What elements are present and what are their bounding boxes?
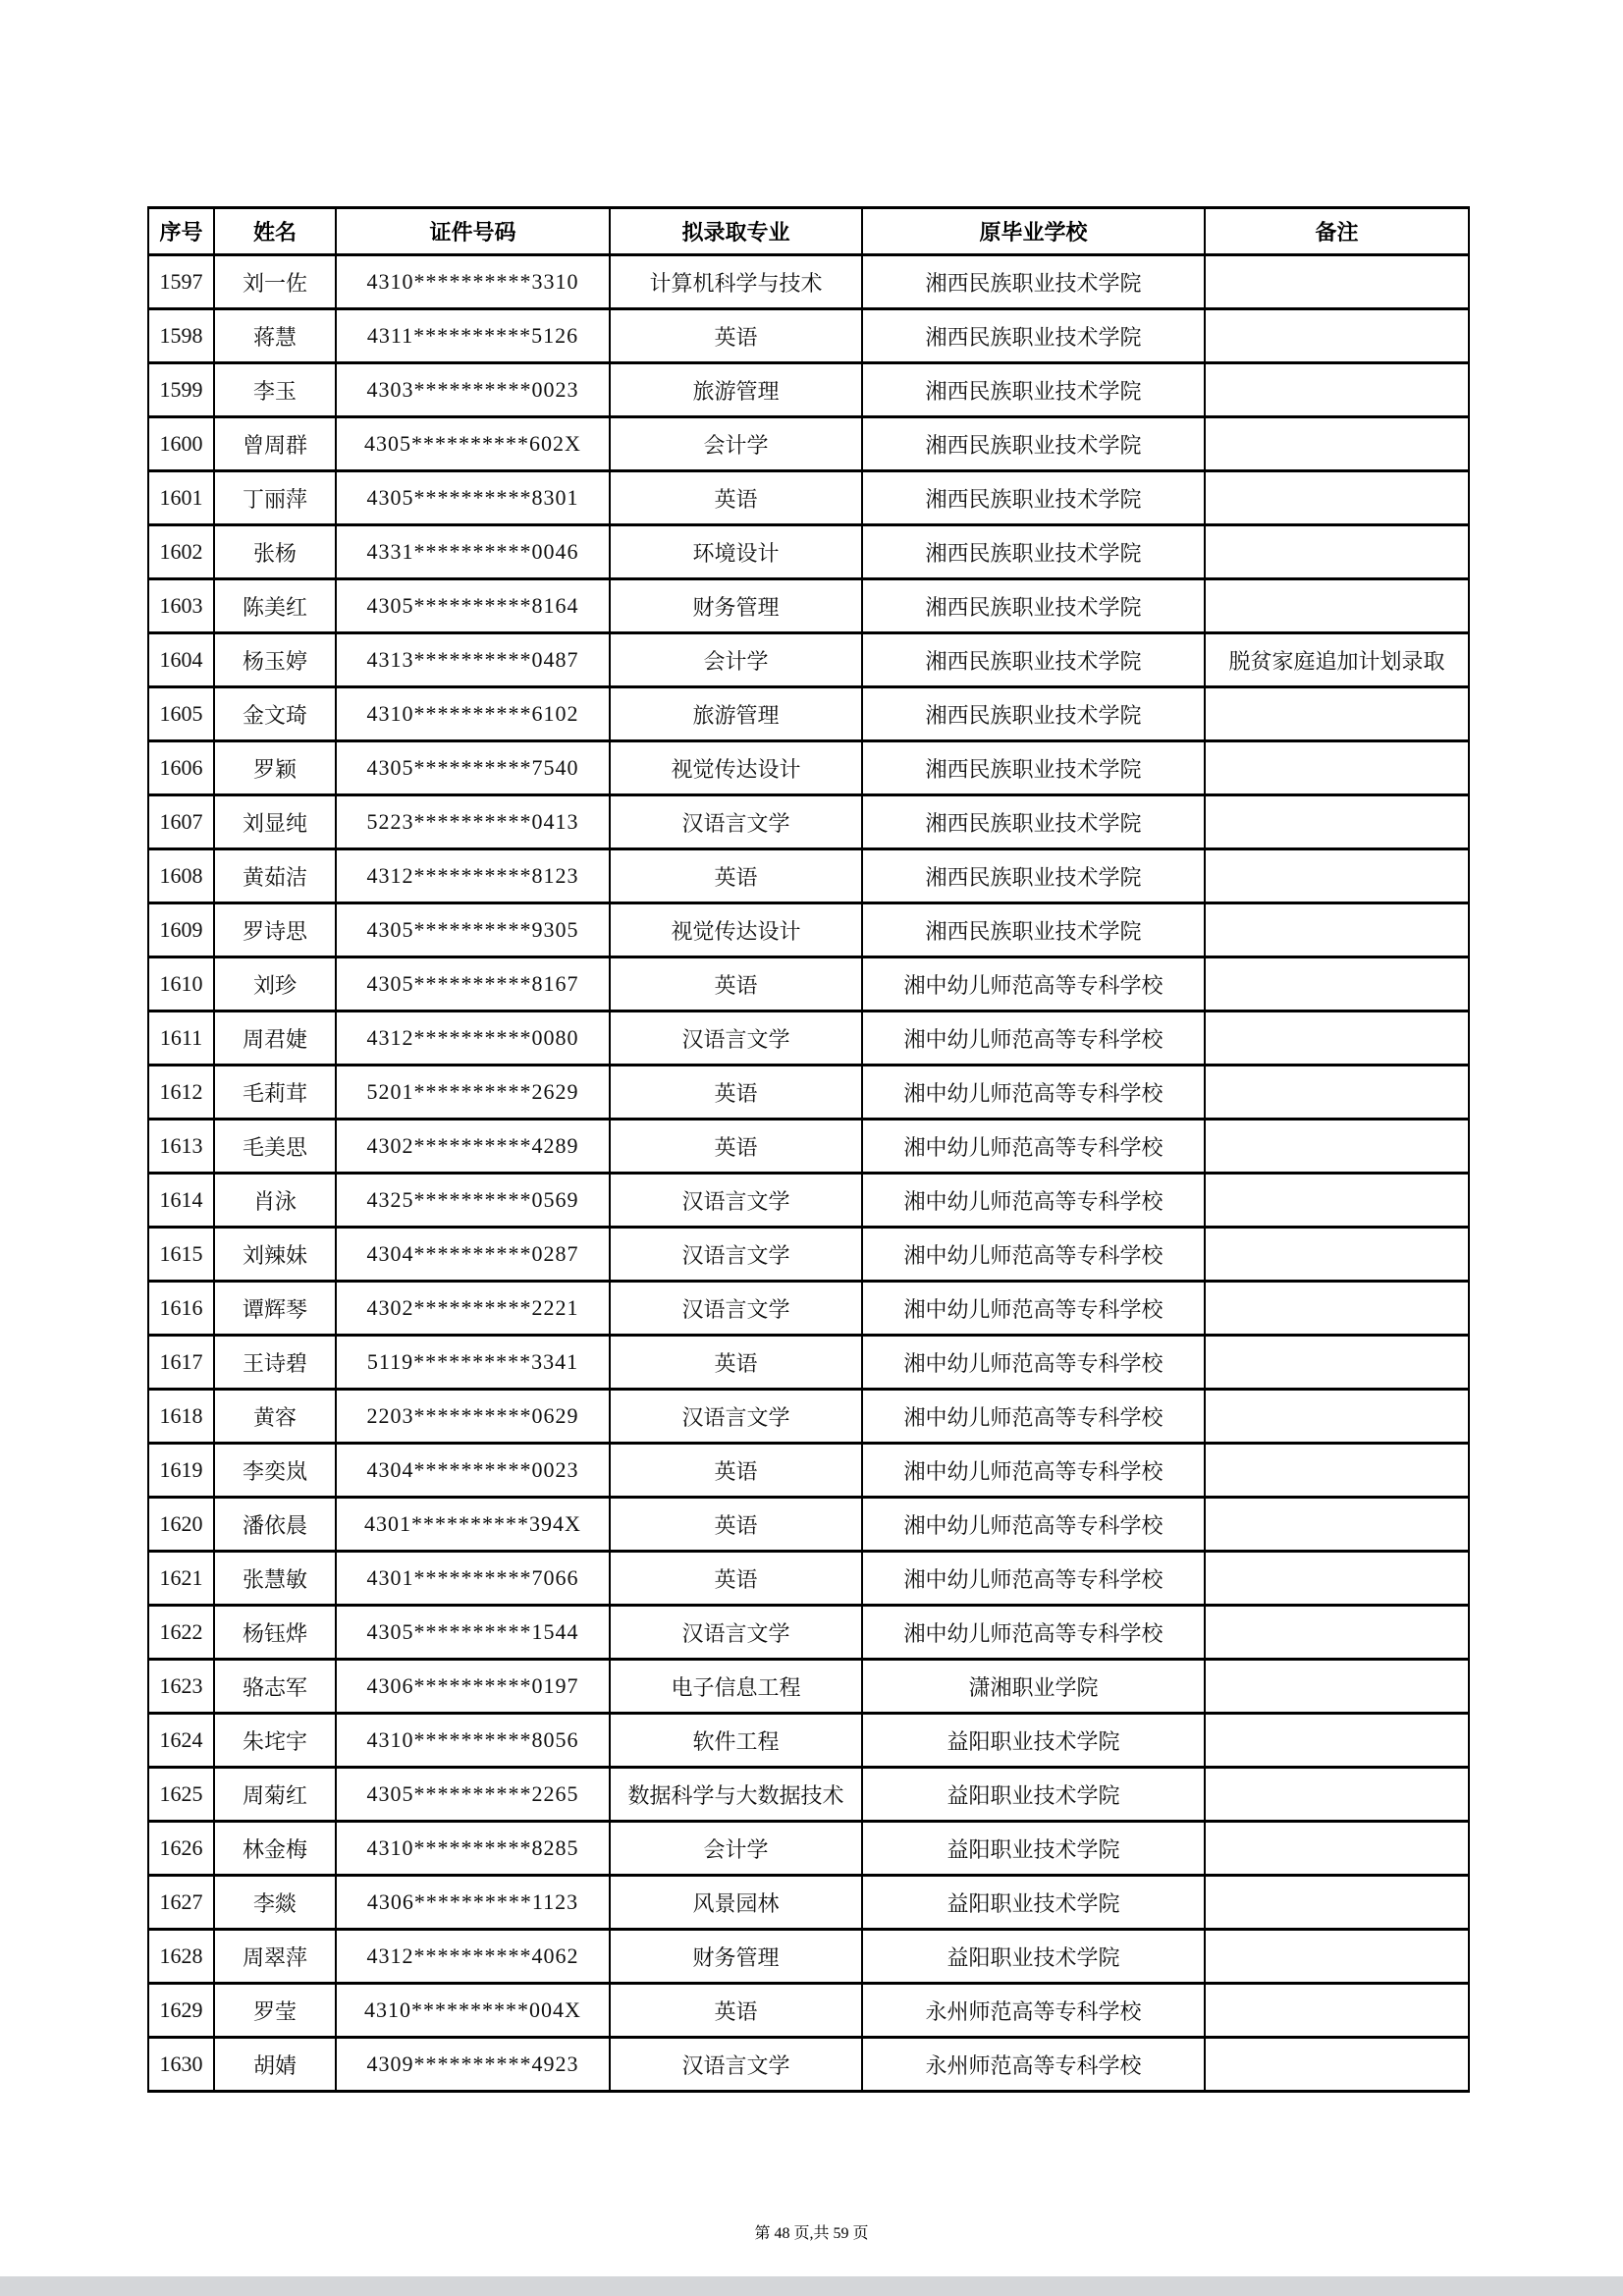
cell-remark	[1205, 1768, 1469, 1822]
table-row	[148, 1606, 1469, 1660]
cell-major: 会计学	[610, 1822, 862, 1876]
cell-major: 会计学	[610, 633, 862, 687]
cell-serial-number: 1605	[148, 687, 214, 741]
cell-id-number: 4310**********004X	[336, 1984, 610, 2038]
cell-serial-number: 1601	[148, 471, 214, 525]
cell-id-number: 4312**********0080	[336, 1011, 610, 1066]
cell-id-number: 4310**********8285	[336, 1822, 610, 1876]
cell-school: 湘西民族职业技术学院	[862, 417, 1205, 471]
cell-name: 陈美红	[214, 579, 336, 633]
cell-id-number: 4305**********8167	[336, 957, 610, 1011]
cell-major: 英语	[610, 1444, 862, 1498]
table-row	[148, 687, 1469, 741]
cell-remark	[1205, 417, 1469, 471]
cell-name: 曾周群	[214, 417, 336, 471]
column-header: 原毕业学校	[862, 208, 1205, 255]
cell-major: 英语	[610, 1066, 862, 1120]
cell-id-number: 4305**********8301	[336, 471, 610, 525]
table-row	[148, 1066, 1469, 1120]
table-row	[148, 633, 1469, 687]
cell-serial-number: 1620	[148, 1498, 214, 1552]
cell-major: 汉语言文学	[610, 795, 862, 849]
table-header-row	[148, 208, 1469, 255]
cell-major: 汉语言文学	[610, 1390, 862, 1444]
cell-name: 金文琦	[214, 687, 336, 741]
table-row	[148, 1444, 1469, 1498]
cell-remark	[1205, 363, 1469, 417]
cell-serial-number: 1617	[148, 1336, 214, 1390]
cell-school: 益阳职业技术学院	[862, 1930, 1205, 1984]
cell-id-number: 4303**********0023	[336, 363, 610, 417]
cell-major: 旅游管理	[610, 687, 862, 741]
cell-major: 风景园林	[610, 1876, 862, 1930]
cell-id-number: 5201**********2629	[336, 1066, 610, 1120]
cell-school: 湘中幼儿师范高等专科学校	[862, 1282, 1205, 1336]
cell-school: 湘中幼儿师范高等专科学校	[862, 1444, 1205, 1498]
cell-school: 湘西民族职业技术学院	[862, 579, 1205, 633]
cell-major: 英语	[610, 1336, 862, 1390]
cell-school: 湘西民族职业技术学院	[862, 363, 1205, 417]
cell-id-number: 4305**********7540	[336, 741, 610, 795]
cell-major: 英语	[610, 1552, 862, 1606]
cell-school: 湘中幼儿师范高等专科学校	[862, 1606, 1205, 1660]
table-row	[148, 2038, 1469, 2092]
cell-id-number: 4312**********4062	[336, 1930, 610, 1984]
table-row	[148, 903, 1469, 957]
cell-remark	[1205, 525, 1469, 579]
cell-remark	[1205, 1336, 1469, 1390]
cell-serial-number: 1615	[148, 1228, 214, 1282]
cell-remark	[1205, 687, 1469, 741]
admission-table	[147, 206, 1470, 2093]
cell-school: 湘西民族职业技术学院	[862, 633, 1205, 687]
cell-id-number: 4301**********394X	[336, 1498, 610, 1552]
table-row	[148, 795, 1469, 849]
cell-serial-number: 1609	[148, 903, 214, 957]
cell-id-number: 4305**********1544	[336, 1606, 610, 1660]
table-row	[148, 309, 1469, 363]
cell-remark	[1205, 1282, 1469, 1336]
column-header: 序号	[148, 208, 214, 255]
cell-remark	[1205, 1011, 1469, 1066]
cell-school: 湘中幼儿师范高等专科学校	[862, 1336, 1205, 1390]
table-row	[148, 417, 1469, 471]
table-row	[148, 957, 1469, 1011]
cell-id-number: 4309**********4923	[336, 2038, 610, 2092]
cell-remark	[1205, 741, 1469, 795]
table-body	[148, 255, 1469, 2092]
cell-id-number: 5119**********3341	[336, 1336, 610, 1390]
cell-school: 潇湘职业学院	[862, 1660, 1205, 1714]
column-header: 拟录取专业	[610, 208, 862, 255]
table-row	[148, 1174, 1469, 1228]
cell-name: 杨玉婷	[214, 633, 336, 687]
cell-school: 湘中幼儿师范高等专科学校	[862, 1498, 1205, 1552]
table-row	[148, 1876, 1469, 1930]
cell-name: 毛莉茸	[214, 1066, 336, 1120]
cell-school: 湘中幼儿师范高等专科学校	[862, 1011, 1205, 1066]
cell-school: 湘西民族职业技术学院	[862, 525, 1205, 579]
cell-remark	[1205, 1876, 1469, 1930]
cell-school: 湘中幼儿师范高等专科学校	[862, 1174, 1205, 1228]
cell-school: 益阳职业技术学院	[862, 1822, 1205, 1876]
cell-id-number: 4305**********2265	[336, 1768, 610, 1822]
cell-school: 益阳职业技术学院	[862, 1714, 1205, 1768]
cell-school: 湘中幼儿师范高等专科学校	[862, 1066, 1205, 1120]
cell-serial-number: 1602	[148, 525, 214, 579]
cell-name: 张慧敏	[214, 1552, 336, 1606]
table-row	[148, 1390, 1469, 1444]
cell-serial-number: 1629	[148, 1984, 214, 2038]
cell-serial-number: 1607	[148, 795, 214, 849]
cell-serial-number: 1613	[148, 1120, 214, 1174]
cell-major: 汉语言文学	[610, 1174, 862, 1228]
cell-major: 视觉传达设计	[610, 741, 862, 795]
cell-id-number: 4304**********0287	[336, 1228, 610, 1282]
cell-serial-number: 1628	[148, 1930, 214, 1984]
cell-serial-number: 1624	[148, 1714, 214, 1768]
page-bottom-edge	[0, 2276, 1623, 2296]
cell-name: 刘一佐	[214, 255, 336, 309]
table-row	[148, 1228, 1469, 1282]
admission-table-container	[147, 206, 1468, 2093]
cell-serial-number: 1606	[148, 741, 214, 795]
cell-id-number: 4301**********7066	[336, 1552, 610, 1606]
cell-name: 王诗碧	[214, 1336, 336, 1390]
cell-remark	[1205, 1552, 1469, 1606]
cell-name: 潘依晨	[214, 1498, 336, 1552]
cell-serial-number: 1608	[148, 849, 214, 903]
cell-name: 罗莹	[214, 1984, 336, 2038]
cell-remark	[1205, 1660, 1469, 1714]
cell-major: 汉语言文学	[610, 2038, 862, 2092]
cell-id-number: 5223**********0413	[336, 795, 610, 849]
cell-school: 永州师范高等专科学校	[862, 1984, 1205, 2038]
cell-name: 毛美思	[214, 1120, 336, 1174]
cell-school: 永州师范高等专科学校	[862, 2038, 1205, 2092]
column-header: 证件号码	[336, 208, 610, 255]
cell-serial-number: 1604	[148, 633, 214, 687]
cell-remark	[1205, 1714, 1469, 1768]
cell-school: 湘西民族职业技术学院	[862, 741, 1205, 795]
cell-remark	[1205, 1984, 1469, 2038]
cell-school: 湘西民族职业技术学院	[862, 849, 1205, 903]
table-row	[148, 579, 1469, 633]
table-row	[148, 1984, 1469, 2038]
cell-id-number: 4305**********9305	[336, 903, 610, 957]
cell-serial-number: 1610	[148, 957, 214, 1011]
cell-remark	[1205, 2038, 1469, 2092]
cell-remark	[1205, 1066, 1469, 1120]
table-row	[148, 741, 1469, 795]
cell-remark	[1205, 1822, 1469, 1876]
cell-id-number: 4304**********0023	[336, 1444, 610, 1498]
cell-remark	[1205, 1444, 1469, 1498]
cell-serial-number: 1599	[148, 363, 214, 417]
cell-school: 湘中幼儿师范高等专科学校	[862, 1228, 1205, 1282]
table-row	[148, 1660, 1469, 1714]
cell-id-number: 4312**********8123	[336, 849, 610, 903]
cell-name: 杨钰烨	[214, 1606, 336, 1660]
cell-name: 李玉	[214, 363, 336, 417]
cell-remark: 脱贫家庭追加计划录取	[1205, 633, 1469, 687]
cell-id-number: 4302**********4289	[336, 1120, 610, 1174]
table-row	[148, 1768, 1469, 1822]
cell-name: 胡婧	[214, 2038, 336, 2092]
table-row	[148, 255, 1469, 309]
cell-name: 周菊红	[214, 1768, 336, 1822]
table-row	[148, 525, 1469, 579]
cell-serial-number: 1623	[148, 1660, 214, 1714]
cell-school: 湘西民族职业技术学院	[862, 687, 1205, 741]
cell-serial-number: 1600	[148, 417, 214, 471]
cell-major: 电子信息工程	[610, 1660, 862, 1714]
cell-school: 湘西民族职业技术学院	[862, 471, 1205, 525]
cell-major: 英语	[610, 1120, 862, 1174]
table-row	[148, 1282, 1469, 1336]
cell-id-number: 2203**********0629	[336, 1390, 610, 1444]
cell-major: 汉语言文学	[610, 1228, 862, 1282]
cell-remark	[1205, 1390, 1469, 1444]
cell-serial-number: 1612	[148, 1066, 214, 1120]
cell-name: 黄茹洁	[214, 849, 336, 903]
table-row	[148, 363, 1469, 417]
cell-id-number: 4310**********6102	[336, 687, 610, 741]
cell-school: 湘中幼儿师范高等专科学校	[862, 1120, 1205, 1174]
cell-remark	[1205, 1228, 1469, 1282]
cell-school: 湘中幼儿师范高等专科学校	[862, 1552, 1205, 1606]
cell-serial-number: 1618	[148, 1390, 214, 1444]
column-header: 备注	[1205, 208, 1469, 255]
cell-school: 益阳职业技术学院	[862, 1876, 1205, 1930]
cell-name: 周君婕	[214, 1011, 336, 1066]
cell-name: 罗诗思	[214, 903, 336, 957]
cell-major: 数据科学与大数据技术	[610, 1768, 862, 1822]
cell-id-number: 4310**********8056	[336, 1714, 610, 1768]
cell-serial-number: 1616	[148, 1282, 214, 1336]
cell-name: 刘辣妹	[214, 1228, 336, 1282]
cell-name: 谭辉琴	[214, 1282, 336, 1336]
cell-school: 湘西民族职业技术学院	[862, 903, 1205, 957]
page-number: 第 48 页,共 59 页	[754, 2225, 869, 2242]
cell-school: 湘中幼儿师范高等专科学校	[862, 1390, 1205, 1444]
cell-remark	[1205, 957, 1469, 1011]
cell-name: 罗颖	[214, 741, 336, 795]
cell-serial-number: 1621	[148, 1552, 214, 1606]
cell-id-number: 4311**********5126	[336, 309, 610, 363]
cell-name: 周翠萍	[214, 1930, 336, 1984]
cell-remark	[1205, 1606, 1469, 1660]
table-row	[148, 1552, 1469, 1606]
cell-major: 英语	[610, 957, 862, 1011]
table-row	[148, 1011, 1469, 1066]
cell-name: 蒋慧	[214, 309, 336, 363]
cell-school: 益阳职业技术学院	[862, 1768, 1205, 1822]
cell-serial-number: 1622	[148, 1606, 214, 1660]
cell-school: 湘西民族职业技术学院	[862, 309, 1205, 363]
cell-remark	[1205, 1498, 1469, 1552]
cell-serial-number: 1598	[148, 309, 214, 363]
cell-serial-number: 1630	[148, 2038, 214, 2092]
cell-remark	[1205, 255, 1469, 309]
cell-name: 丁丽萍	[214, 471, 336, 525]
cell-id-number: 4313**********0487	[336, 633, 610, 687]
cell-major: 软件工程	[610, 1714, 862, 1768]
cell-remark	[1205, 795, 1469, 849]
cell-remark	[1205, 1120, 1469, 1174]
cell-id-number: 4306**********0197	[336, 1660, 610, 1714]
cell-remark	[1205, 903, 1469, 957]
cell-id-number: 4310**********3310	[336, 255, 610, 309]
cell-major: 环境设计	[610, 525, 862, 579]
cell-major: 会计学	[610, 417, 862, 471]
cell-id-number: 4305**********602X	[336, 417, 610, 471]
cell-name: 张杨	[214, 525, 336, 579]
cell-name: 刘珍	[214, 957, 336, 1011]
cell-major: 英语	[610, 1498, 862, 1552]
cell-serial-number: 1627	[148, 1876, 214, 1930]
cell-major: 英语	[610, 849, 862, 903]
cell-major: 汉语言文学	[610, 1606, 862, 1660]
cell-major: 英语	[610, 1984, 862, 2038]
cell-id-number: 4305**********8164	[336, 579, 610, 633]
cell-name: 李燚	[214, 1876, 336, 1930]
cell-serial-number: 1597	[148, 255, 214, 309]
cell-remark	[1205, 309, 1469, 363]
cell-name: 肖泳	[214, 1174, 336, 1228]
cell-name: 林金梅	[214, 1822, 336, 1876]
table-row	[148, 849, 1469, 903]
cell-major: 财务管理	[610, 579, 862, 633]
cell-major: 计算机科学与技术	[610, 255, 862, 309]
cell-name: 刘显纯	[214, 795, 336, 849]
column-header: 姓名	[214, 208, 336, 255]
table-row	[148, 1930, 1469, 1984]
cell-remark	[1205, 579, 1469, 633]
cell-serial-number: 1614	[148, 1174, 214, 1228]
cell-name: 黄容	[214, 1390, 336, 1444]
table-row	[148, 471, 1469, 525]
cell-major: 英语	[610, 309, 862, 363]
cell-id-number: 4325**********0569	[336, 1174, 610, 1228]
cell-remark	[1205, 471, 1469, 525]
cell-name: 李奕岚	[214, 1444, 336, 1498]
cell-name: 朱垞宇	[214, 1714, 336, 1768]
table-row	[148, 1120, 1469, 1174]
table-row	[148, 1336, 1469, 1390]
cell-school: 湘中幼儿师范高等专科学校	[862, 957, 1205, 1011]
cell-name: 骆志军	[214, 1660, 336, 1714]
cell-remark	[1205, 1930, 1469, 1984]
cell-major: 视觉传达设计	[610, 903, 862, 957]
cell-major: 英语	[610, 471, 862, 525]
cell-major: 财务管理	[610, 1930, 862, 1984]
cell-id-number: 4331**********0046	[336, 525, 610, 579]
cell-school: 湘西民族职业技术学院	[862, 795, 1205, 849]
cell-serial-number: 1619	[148, 1444, 214, 1498]
cell-school: 湘西民族职业技术学院	[862, 255, 1205, 309]
cell-major: 汉语言文学	[610, 1282, 862, 1336]
table-row	[148, 1714, 1469, 1768]
cell-serial-number: 1611	[148, 1011, 214, 1066]
cell-major: 汉语言文学	[610, 1011, 862, 1066]
cell-id-number: 4302**********2221	[336, 1282, 610, 1336]
cell-remark	[1205, 1174, 1469, 1228]
cell-major: 旅游管理	[610, 363, 862, 417]
cell-remark	[1205, 849, 1469, 903]
table-row	[148, 1498, 1469, 1552]
cell-serial-number: 1626	[148, 1822, 214, 1876]
cell-serial-number: 1603	[148, 579, 214, 633]
cell-serial-number: 1625	[148, 1768, 214, 1822]
cell-id-number: 4306**********1123	[336, 1876, 610, 1930]
table-row	[148, 1822, 1469, 1876]
